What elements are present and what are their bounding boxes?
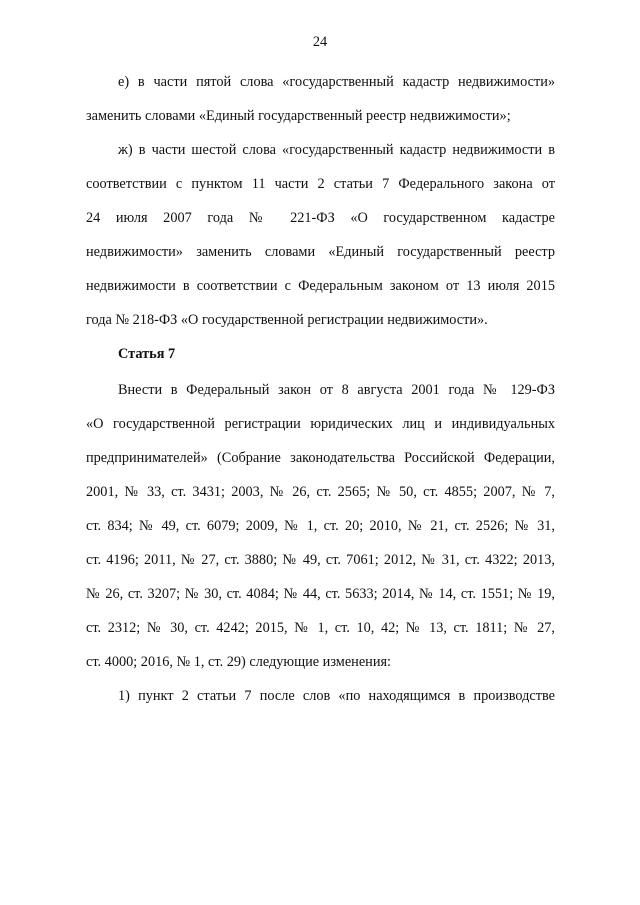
- page-number: 24: [312, 34, 328, 50]
- text-line: ст. 4000; 2016, № 1, ст. 29) следующие изменения:: [86, 654, 392, 670]
- text-line: «О государственной регистрации юридических лиц и индивидуальных: [86, 416, 555, 432]
- text-line: ст. 834; № 49, ст. 6079; 2009, № 1, ст. 20; 2010, № 21, ст. 2526; № 31,: [86, 518, 555, 534]
- text-line: ст. 2312; № 30, ст. 4242; 2015, № 1, ст. 10, 42; № 13, ст. 1811; № 27,: [86, 620, 555, 636]
- article-heading: Статья 7: [118, 346, 176, 362]
- text-line: 1) пункт 2 статьи 7 после слов «по находящимся в производстве: [118, 688, 555, 704]
- text-line: заменить словами «Единый государственный реестр недвижимости»;: [86, 108, 511, 124]
- text-line: соответствии с пунктом 11 части 2 статьи 7 Федерального закона от: [86, 176, 555, 192]
- text-line: 2001, № 33, ст. 3431; 2003, № 26, ст. 2565; № 50, ст. 4855; 2007, № 7,: [86, 484, 555, 500]
- text-line: 24 июля 2007 года № 221-ФЗ «О государственном кадастре: [86, 210, 555, 226]
- text-line: предпринимателей» (Собрание законодательства Российской Федерации,: [86, 450, 555, 466]
- text-line: е) в части пятой слова «государственный кадастр недвижимости»: [118, 74, 555, 90]
- text-line: ж) в части шестой слова «государственный кадастр недвижимости в: [118, 142, 555, 158]
- text-line: ст. 4196; 2011, № 27, ст. 3880; № 49, ст. 7061; 2012, № 31, ст. 4322; 2013,: [86, 552, 555, 568]
- text-line: года № 218-ФЗ «О государственной регистрации недвижимости».: [86, 312, 488, 328]
- text-line: Внести в Федеральный закон от 8 августа 2001 года № 129-ФЗ: [118, 382, 555, 398]
- text-line: недвижимости в соответствии с Федеральным законом от 13 июля 2015: [86, 278, 555, 294]
- text-line: недвижимости» заменить словами «Единый государственный реестр: [86, 244, 555, 260]
- text-line: № 26, ст. 3207; № 30, ст. 4084; № 44, ст. 5633; 2014, № 14, ст. 1551; № 19,: [86, 586, 555, 602]
